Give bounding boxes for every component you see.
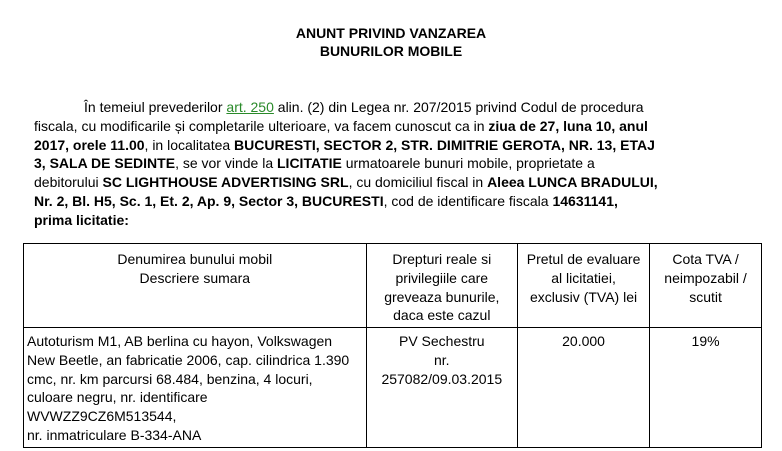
paragraph-line	[34, 154, 750, 173]
header-text: Descriere sumara	[139, 269, 251, 286]
text: , cod de identificare fiscala	[383, 192, 553, 209]
text: , se vor vinde la	[175, 155, 277, 172]
cell-line: cmc, nr. km parcursi 68.484, benzina, 4 locuri,	[27, 370, 313, 387]
text: , in localitatea	[144, 136, 235, 153]
header-text: daca este cazul	[393, 307, 491, 324]
auction-time: 2017, orele 11.00	[34, 136, 145, 153]
paragraph-line	[34, 173, 750, 192]
cell-line: culoare negru, nr. identificare	[27, 389, 208, 406]
paragraph-line	[34, 211, 750, 230]
header-text: privilegiile care	[395, 269, 489, 286]
text: , cu domiciliul fiscal in	[348, 174, 488, 191]
cell-description	[24, 328, 367, 448]
paragraph-line	[34, 192, 750, 211]
debtor-name: SC LIGHTHOUSE ADVERTISING SRL	[102, 174, 349, 191]
cell-price: 20.000	[518, 328, 650, 448]
cell-line: 257082/09.03.2015	[381, 370, 503, 387]
fiscal-code: 14631141,	[552, 192, 618, 209]
header-text: neimpozabil /	[664, 269, 747, 286]
text: fiscala, cu modificarile și completarile ulterioare, va facem cunoscut ca in	[34, 117, 489, 134]
text: urmatoarele bunuri mobile, proprietate a	[341, 155, 595, 172]
auction-date: ziua de 27, luna 10, anul	[488, 117, 648, 134]
header-item-description	[24, 244, 367, 328]
header-text: Drepturi reale si	[392, 251, 492, 267]
auction-location: BUCURESTI, SECTOR 2, STR. DIMITRIE GEROTA, NR. 13, ETAJ	[234, 136, 655, 153]
announcement-paragraph	[34, 98, 750, 230]
paragraph-line	[34, 117, 750, 136]
header-text: Denumirea bunului mobil	[117, 251, 273, 267]
cell-line: PV Sechestru	[398, 333, 485, 349]
text: alin. (2) din Legea nr. 207/2015 privind Codul de procedura	[273, 99, 644, 115]
debtor-address: Aleea LUNCA BRADULUI,	[487, 174, 658, 191]
document-title-line2: BUNURILOR MOBILE	[319, 43, 463, 59]
text: debitorului	[34, 174, 103, 191]
header-text: greveaza bunurile,	[384, 288, 500, 305]
cell-vat: 19%	[650, 328, 762, 448]
law-article-link[interactable]: art. 250	[226, 99, 274, 115]
goods-table	[23, 243, 762, 448]
header-text: al licitatiei,	[551, 269, 616, 286]
header-text: scutit	[689, 288, 722, 305]
sale-type: LICITATIE	[277, 155, 342, 172]
cell-line: nr. inmatriculare B-334-ANA	[27, 426, 202, 443]
auction-round: prima licitatie:	[34, 211, 129, 228]
cell-line: New Beetle, an fabricatie 2006, cap. cilindrica 1.390	[27, 351, 350, 368]
header-price	[518, 244, 650, 328]
paragraph-line	[34, 136, 750, 155]
header-text: exclusiv (TVA) lei	[530, 288, 638, 305]
header-text: Cota TVA /	[672, 251, 739, 267]
document-title-line1: ANUNT PRIVIND VANZAREA	[295, 25, 487, 41]
cell-line: nr.	[434, 351, 450, 368]
paragraph-line	[34, 98, 750, 117]
table-row	[24, 328, 762, 448]
cell-rights	[366, 328, 517, 448]
header-text: Pretul de evaluare	[526, 251, 641, 267]
cell-line: Autoturism M1, AB berlina cu hayon, Volkswagen	[27, 333, 333, 349]
header-rights	[366, 244, 517, 328]
auction-room: 3, SALA DE SEDINTE	[34, 155, 176, 172]
header-vat	[650, 244, 762, 328]
debtor-address-cont: Nr. 2, Bl. H5, Sc. 1, Et. 2, Ap. 9, Sector 3, BUCURESTI	[34, 192, 384, 209]
text: În temeiul prevederilor	[84, 99, 227, 115]
table-header-row	[24, 244, 762, 328]
cell-line: WVWZZ9CZ6M513544,	[27, 408, 177, 425]
